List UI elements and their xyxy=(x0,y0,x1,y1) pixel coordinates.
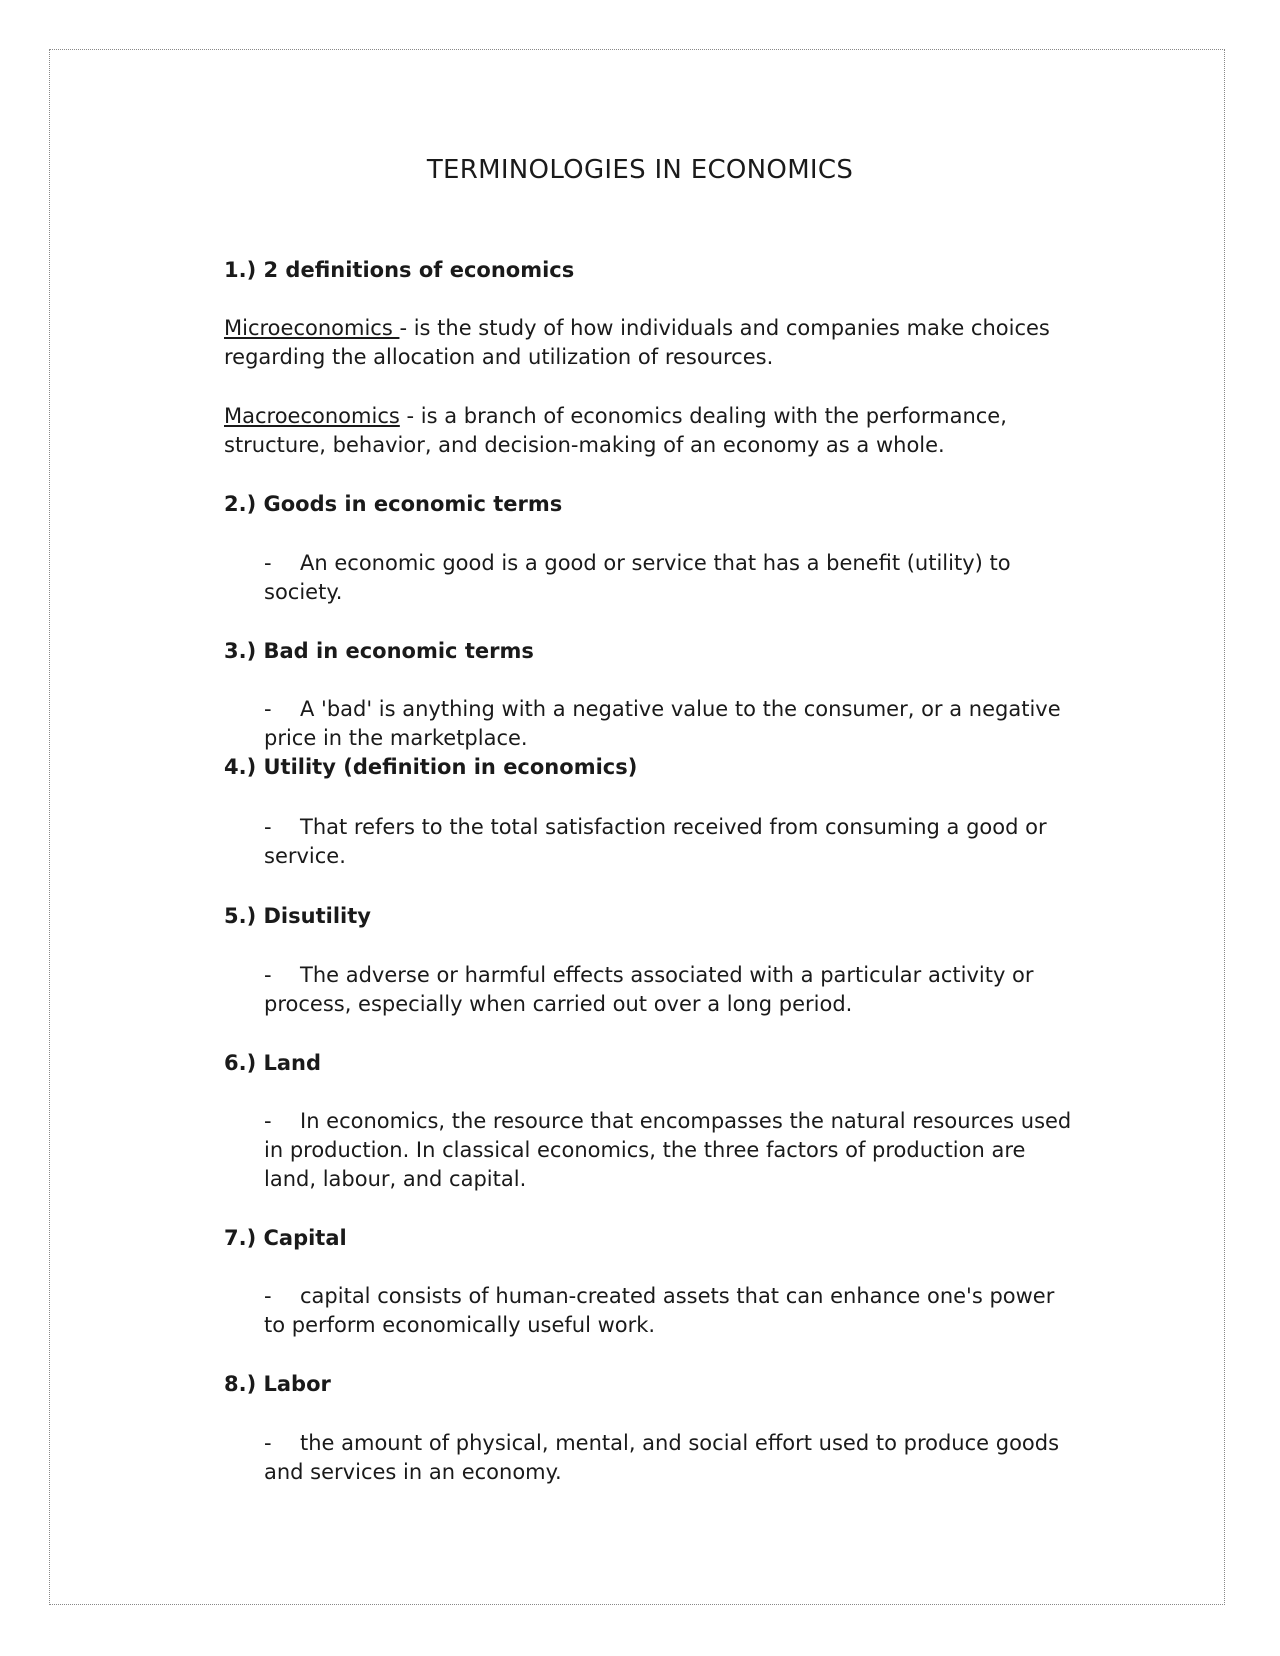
bullet-dash: - xyxy=(264,1431,272,1455)
section-6-bullet xyxy=(264,1107,1071,1136)
definition-continuation: structure, behavior, and decision-making of an economy as a whole. xyxy=(224,433,945,457)
term-separator: - xyxy=(399,404,421,428)
definition-text: is the study of how individuals and companies make choices xyxy=(413,316,1050,340)
bullet-dash: - xyxy=(264,815,272,839)
section-7-heading: 7.) Capital xyxy=(224,1226,347,1250)
section-1-heading: 1.) 2 definitions of economics xyxy=(224,258,575,282)
bullet-text: A 'bad' is anything with a negative value to the consumer, or a negative xyxy=(300,697,1061,721)
section-8-bullet xyxy=(264,1429,1059,1458)
bullet-continuation: process, especially when carried out over a long period. xyxy=(264,992,853,1016)
section-5-heading: 5.) Disutility xyxy=(224,904,371,928)
definition-continuation: regarding the allocation and utilization of resources. xyxy=(224,345,774,369)
bullet-continuation: service. xyxy=(264,844,346,868)
bullet-text: An economic good is a good or service that has a benefit (utility) to xyxy=(300,551,1011,575)
bullet-continuation: and services in an economy. xyxy=(264,1460,562,1484)
section-2-bullet xyxy=(264,549,1011,578)
bullet-continuation: price in the marketplace. xyxy=(264,726,528,750)
section-4-heading: 4.) Utility (definition in economics) xyxy=(224,755,638,779)
document-title: TERMINOLOGIES IN ECONOMICS xyxy=(426,155,854,185)
bullet-text: The adverse or harmful effects associated with a particular activity or xyxy=(300,963,1034,987)
bullet-dash: - xyxy=(264,963,272,987)
bullet-text: That refers to the total satisfaction received from consuming a good or xyxy=(300,815,1047,839)
bullet-dash: - xyxy=(264,1284,272,1308)
section-6-heading: 6.) Land xyxy=(224,1051,322,1075)
bullet-dash: - xyxy=(264,1109,272,1133)
bullet-continuation: land, labour, and capital. xyxy=(264,1167,527,1191)
section-5-bullet xyxy=(264,961,1034,990)
bullet-continuation: to perform economically useful work. xyxy=(264,1313,656,1337)
term-macroeconomics: Macroeconomics xyxy=(224,404,400,428)
term-microeconomics: Microeconomics xyxy=(224,316,400,340)
bullet-dash: - xyxy=(264,551,272,575)
section-2-heading: 2.) Goods in economic terms xyxy=(224,492,563,516)
bullet-text: the amount of physical, mental, and social effort used to produce goods xyxy=(300,1431,1060,1455)
section-3-heading: 3.) Bad in economic terms xyxy=(224,639,534,663)
bullet-dash: - xyxy=(264,697,272,721)
bullet-text: capital consists of human-created assets that can enhance one's power xyxy=(300,1284,1055,1308)
section-3-bullet xyxy=(264,695,1061,724)
definition-text: is a branch of economics dealing with the performance, xyxy=(420,404,1007,428)
bullet-continuation: in production. In classical economics, the three factors of production are xyxy=(264,1138,1026,1162)
definition-microeconomics xyxy=(224,314,1050,343)
section-7-bullet xyxy=(264,1282,1054,1311)
section-8-heading: 8.) Labor xyxy=(224,1372,331,1396)
term-separator: - xyxy=(399,316,414,340)
bullet-continuation: society. xyxy=(264,580,343,604)
bullet-text: In economics, the resource that encompasses the natural resources used xyxy=(300,1109,1072,1133)
section-4-bullet xyxy=(264,813,1047,842)
definition-macroeconomics xyxy=(224,402,1007,431)
